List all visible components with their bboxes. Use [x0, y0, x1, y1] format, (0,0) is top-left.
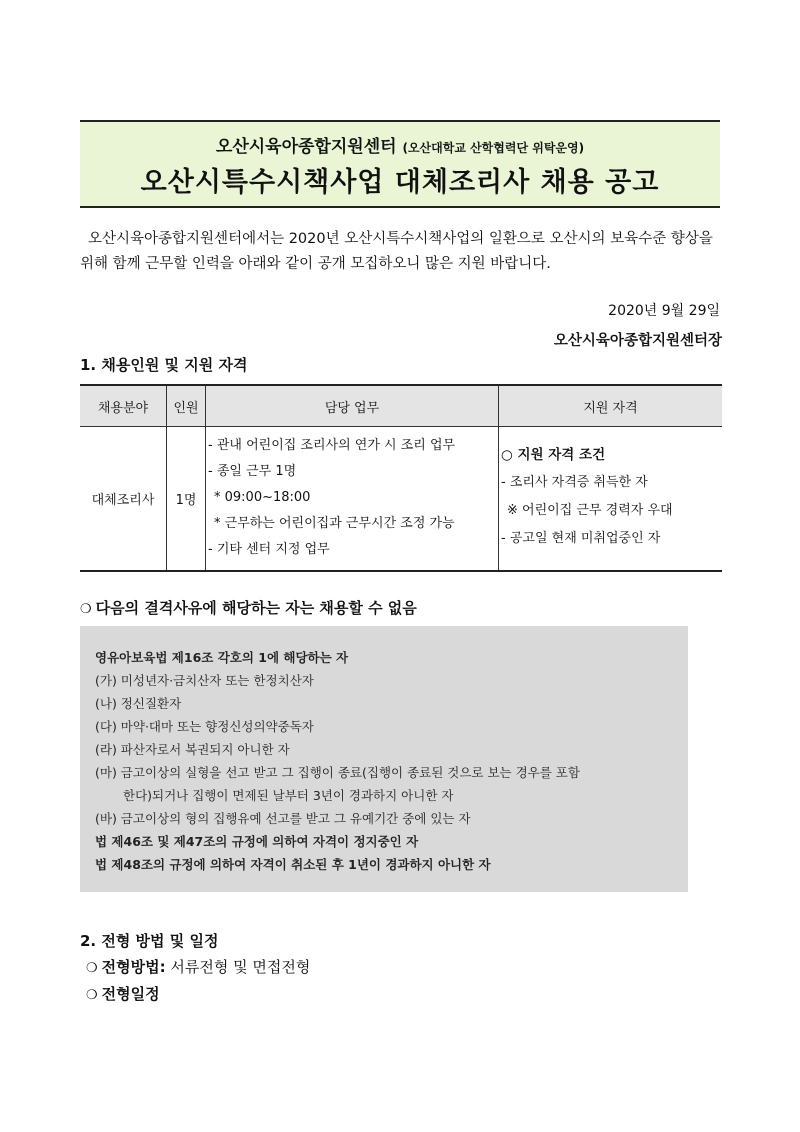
law-line: 법 제46조 및 제47조의 규정에 의하여 자격이 정지중인 자	[95, 834, 419, 849]
duty-line: - 관내 어린이집 조리사의 연가 시 조리 업무	[208, 438, 456, 454]
disqualification-item: (마) 금고이상의 실형을 선고 받고 그 집행이 종료(집행이 종료된 것으로 보는 경우를 포함	[95, 765, 580, 780]
col-qualification: 지원 자격	[499, 385, 723, 427]
title-box	[80, 120, 720, 208]
law-line: 법 제48조의 규정에 의하여 자격이 취소된 후 1년이 경과하지 아니한 자	[95, 857, 491, 872]
disqualification-item: (다) 마약·대마 또는 향정신성의약중독자	[95, 719, 314, 734]
method-value: 서류전형 및 면접전형	[170, 958, 311, 976]
disqualification-item: (나) 정신질환자	[95, 696, 182, 711]
table-row	[80, 427, 722, 571]
duty-line: * 09:00~18:00	[214, 490, 311, 506]
disqualification-title: 다음의 결격사유에 해당하는 자는 채용할 수 없음	[95, 599, 417, 617]
cell-duties	[206, 427, 499, 571]
circle-bullet-icon: ❍	[86, 961, 98, 976]
cell-field: 대체조리사	[80, 427, 167, 571]
qualification-line: - 공고일 현재 미취업중인 자	[501, 531, 661, 546]
duty-line: - 종일 근무 1명	[208, 464, 297, 480]
qualification-line: - 조리사 자격증 취득한 자	[501, 475, 648, 490]
org-note: (오산대학교 산학협력단 위탁운영)	[402, 141, 585, 155]
circle-bullet-icon: ❍	[80, 602, 92, 617]
table-header-row	[80, 385, 722, 427]
schedule-line	[86, 983, 160, 1004]
disqualification-item: (바) 금고이상의 형의 집행유예 선고를 받고 그 유예기간 중에 있는 자	[95, 811, 471, 826]
duty-line: - 기타 센터 지정 업무	[208, 542, 330, 558]
signature: 오산시육아종합지원센터장	[553, 333, 722, 349]
law-heading: 영유아보육법 제16조 각호의 1에 해당하는 자	[95, 650, 349, 665]
cell-qualifications	[499, 427, 723, 571]
section1-title: 1. 채용인원 및 지원 자격	[80, 356, 248, 374]
duty-line: * 근무하는 어린이집과 근무시간 조정 가능	[214, 516, 455, 532]
disqualification-box	[80, 626, 688, 892]
col-count: 인원	[167, 385, 206, 427]
qualification-line: ※ 어린이집 근무 경력자 우대	[507, 503, 673, 518]
disqualification-item-continued: 한다)되거나 집행이 면제된 날부터 3년이 경과하지 아니한 자	[123, 788, 454, 803]
method-line	[86, 956, 310, 977]
notice-date: 2020년 9월 29일	[608, 303, 720, 319]
recruit-table	[80, 384, 722, 572]
col-field: 채용분야	[80, 385, 167, 427]
org-line	[80, 132, 720, 157]
schedule-label: 전형일정	[101, 985, 160, 1003]
circle-bullet-icon: ❍	[86, 988, 98, 1003]
intro-paragraph: 오산시육아종합지원센터에서는 2020년 오산시특수시책사업의 일환으로 오산시의 보육수준 향상을 위해 함께 근무할 인력을 아래와 같이 공개 모집하오니 많은 지원 바랍니다.	[80, 231, 713, 272]
qualification-heading: ○ 지원 자격 조건	[501, 447, 606, 463]
col-duty: 담당 업무	[206, 385, 499, 427]
disqualification-title-line	[80, 597, 417, 618]
section2-title: 2. 전형 방법 및 일정	[80, 932, 219, 950]
method-label: 전형방법:	[101, 958, 166, 976]
page-title: 오산시특수시책사업 대체조리사 채용 공고	[140, 167, 660, 198]
disqualification-item: (가) 미성년자·금치산자 또는 한정치산자	[95, 673, 314, 688]
disqualification-item: (라) 파산자로서 복권되지 아니한 자	[95, 742, 290, 757]
cell-count: 1명	[167, 427, 206, 571]
org-name: 오산시육아종합지원센터	[215, 137, 397, 157]
